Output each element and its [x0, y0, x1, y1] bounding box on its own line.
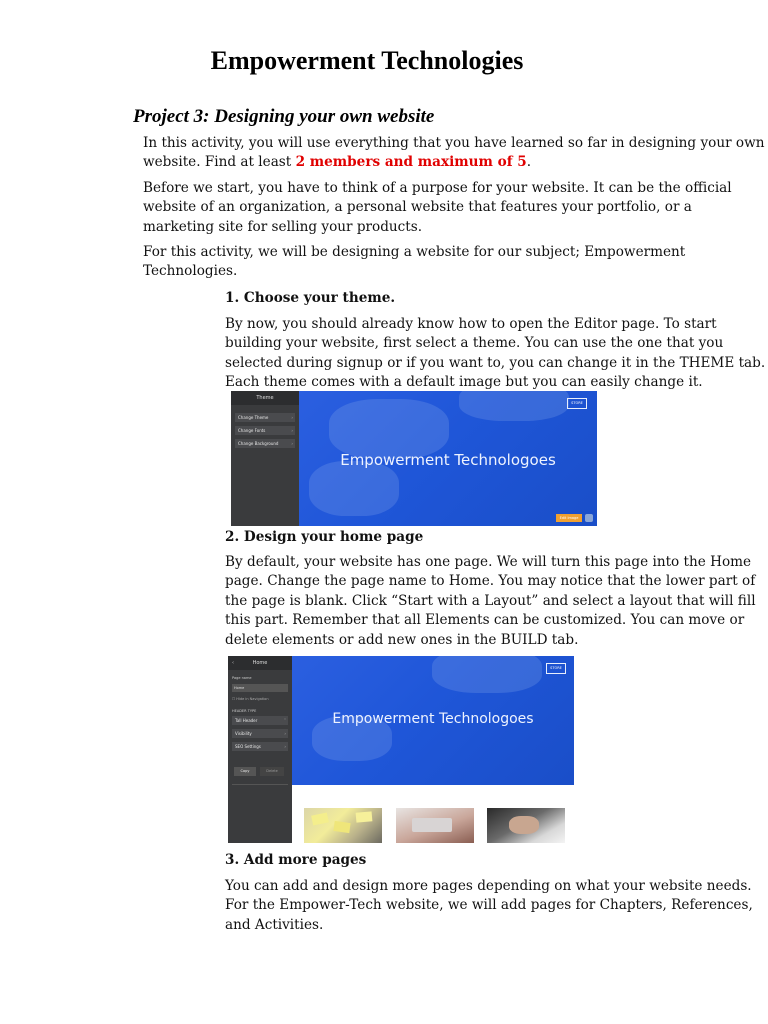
document-title: Empowerment Technologies: [210, 46, 524, 75]
sidebar-item-label: Tall Header: [235, 718, 258, 723]
keyboard-closeup-image: [487, 808, 565, 843]
sidebar-item-label: Change Fonts: [238, 428, 266, 433]
chevron-left-icon[interactable]: ‹: [232, 660, 234, 666]
hands-typing-image: [396, 808, 474, 843]
sidebar-header: [228, 656, 292, 670]
activity-paragraph: [143, 243, 685, 282]
chevron-right-icon: ›: [291, 415, 293, 420]
sidebar-item-change-theme[interactable]: [235, 413, 295, 422]
step1-paragraph: [225, 315, 765, 393]
purpose-line: marketing site for selling your products.: [143, 218, 423, 235]
keyboard-image: [329, 399, 449, 459]
intro-line-1: In this activity, you will use everything that you have learned so far in designing your own: [143, 135, 765, 151]
step2-heading: 2. Design your home page: [225, 529, 424, 545]
step2-line: delete elements or add new ones in the BUILD tab.: [225, 631, 579, 648]
step1-heading: 1. Choose your theme.: [225, 290, 396, 306]
sticky-note: [311, 812, 329, 825]
sidebar-item-tall-header[interactable]: [232, 716, 288, 725]
sidebar-item-change-fonts[interactable]: [235, 426, 295, 435]
member-count-highlight: 2 members and maximum of 5: [295, 154, 527, 171]
activity-line: For this activity, we will be designing a website for our subject; Empowerment: [143, 244, 686, 260]
chevron-right-icon: ›: [284, 731, 286, 736]
step3-line: You can add and design more pages depending on what your website needs.: [225, 878, 752, 894]
purpose-line: website of an organization, a personal website that features your portfolio, or a: [143, 199, 692, 216]
page-name-label: Page name: [232, 676, 252, 680]
hand-shape: [509, 816, 539, 834]
project-heading: Project 3: Designing your own website: [133, 106, 435, 127]
step3-line: and Activities.: [225, 916, 324, 933]
laptop-shape: [412, 818, 452, 832]
header-banner: [292, 656, 574, 785]
page-name-input[interactable]: Home: [232, 684, 288, 692]
divider: [232, 784, 288, 795]
intro-line-2: [143, 153, 764, 172]
step1-line: selected during signup or if you want to, you can change it in the THEME tab.: [225, 354, 766, 371]
sticky-notes-image: [304, 808, 382, 843]
activity-line: Technologies.: [143, 263, 238, 280]
chevron-right-icon: ›: [284, 744, 286, 749]
step1-line: building your website, first select a theme. You can use the one that you: [225, 335, 724, 352]
delete-button[interactable]: Delete: [260, 767, 284, 776]
sticky-note: [333, 821, 350, 833]
keyboard-image: [432, 656, 542, 693]
chevron-right-icon: ›: [291, 428, 293, 433]
theme-editor-screenshot: [231, 391, 597, 526]
intro-text: website. Find at least: [143, 154, 296, 171]
home-sidebar: [228, 656, 292, 843]
step1-line: Each theme comes with a default image but you can easily change it.: [225, 374, 703, 391]
step2-paragraph: [225, 553, 756, 650]
step1-line: By now, you should already know how to open the Editor page. To start: [225, 316, 717, 332]
purpose-line: Before we start, you have to think of a purpose for your website. It can be the official: [143, 180, 732, 196]
step3-line: For the Empower-Tech website, we will add pages for Chapters, References,: [225, 897, 753, 914]
header-type-label: HEADER TYPE: [232, 709, 257, 713]
banner-title: Empowerment Technologoes: [340, 451, 556, 469]
sidebar-title: Theme: [231, 391, 299, 405]
store-button[interactable]: STORE: [567, 398, 587, 409]
sidebar-item-seo-settings[interactable]: [232, 742, 288, 751]
step3-paragraph: [225, 877, 753, 935]
step2-line: page. Change the page name to Home. You may notice that the lower part of: [225, 573, 756, 590]
step3-heading: 3. Add more pages: [225, 852, 367, 868]
sidebar-item-label: SEO Settings: [235, 744, 261, 749]
sidebar-item-label: Visibility: [235, 731, 252, 736]
home-page-editor-screenshot: [228, 656, 574, 843]
sticky-note: [356, 811, 373, 822]
hands-image: [309, 461, 399, 516]
settings-icon[interactable]: [585, 514, 593, 522]
edit-image-button[interactable]: Edit Image: [556, 514, 582, 522]
sidebar-item-label: Change Theme: [238, 415, 269, 420]
chevron-right-icon: ›: [291, 441, 293, 446]
keyboard-image: [459, 391, 569, 421]
step2-line: By default, your website has one page. We will turn this page into the Home: [225, 554, 752, 570]
sidebar-item-label: Change Background: [238, 441, 279, 446]
banner-title: Empowerment Technologoes: [332, 711, 534, 727]
store-button[interactable]: STORE: [546, 663, 566, 674]
hide-navigation-label: Hide in Navigation: [236, 697, 269, 701]
chevron-down-icon: ˅: [284, 718, 286, 723]
intro-period: .: [526, 154, 532, 171]
header-banner: [299, 391, 597, 526]
sidebar-title: Home: [252, 660, 268, 666]
sidebar-item-change-background[interactable]: [235, 439, 295, 448]
copy-button[interactable]: Copy: [234, 767, 256, 776]
step2-line: the page is blank. Click “Start with a Layout” and select a layout that will fill: [225, 592, 756, 609]
hide-navigation-checkbox[interactable]: ☐ Hide in Navigation: [232, 697, 269, 701]
theme-sidebar: [231, 391, 299, 526]
intro-paragraph: [143, 134, 764, 173]
step2-line: this part. Remember that all Elements can be customized. You can move or: [225, 612, 745, 629]
sidebar-item-visibility[interactable]: [232, 729, 288, 738]
purpose-paragraph: [143, 179, 732, 237]
